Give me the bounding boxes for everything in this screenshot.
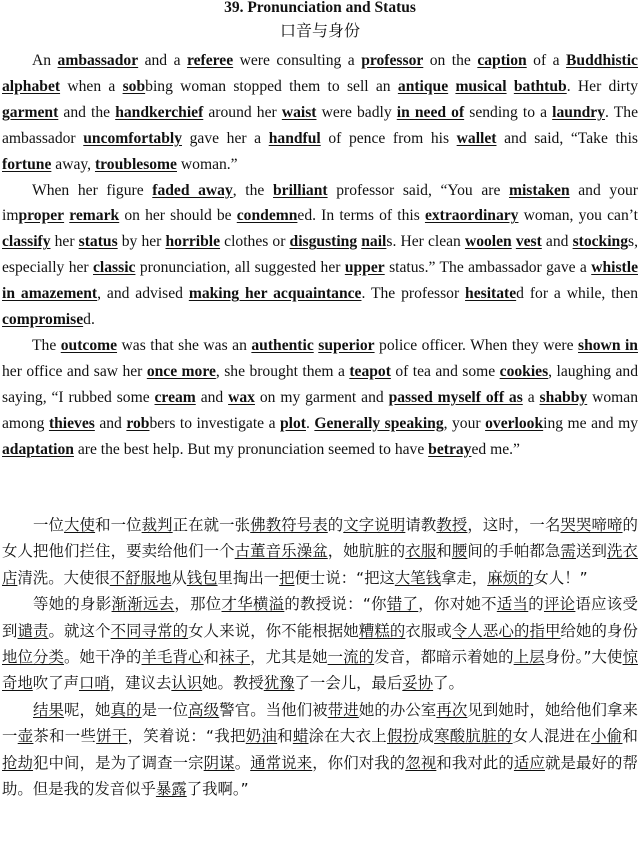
- vocab-word: 蜡: [292, 727, 309, 746]
- vocab-word: once more: [146, 362, 216, 380]
- vocab-word: in amazement: [2, 285, 98, 303]
- vocab-word: 暴露: [155, 780, 187, 799]
- vocab-word: troublesome: [94, 155, 177, 173]
- vocab-word: 奶油: [245, 727, 278, 746]
- vocab-word: 地位分类: [2, 648, 65, 667]
- vocab-word: horrible: [165, 233, 221, 251]
- vocab-word: 钱包: [186, 568, 218, 587]
- vocab-word: 惊奇地: [2, 648, 638, 693]
- vocab-word: 错了: [386, 595, 419, 614]
- vocab-word: compromise: [2, 311, 84, 329]
- vocab-word: wallet: [456, 129, 497, 147]
- vocab-word: upper: [344, 259, 385, 277]
- english-paragraph-2: When her figure faded away, the brilliant professor said, “You are mistaken and your improper remark on her should be condemned. In terms of this extraordinary woman, you can’t classify her status by her horrible clothes or disgusting nails. Her clean woolen vest and stockings, especially her classic pronunciation, all suggested her upper status.” The ambassador gave a whistle in amazement, and advised making her acquaintance. The professor hesitated for a while, then compromised.: [2, 181, 639, 329]
- vocab-word: 古董音乐澡盆: [234, 542, 328, 561]
- vocab-word: 再次: [436, 700, 468, 719]
- vocab-word: 适当: [496, 595, 529, 614]
- vocab-word: shabby: [539, 388, 588, 406]
- vocab-word: 阴谋: [203, 753, 235, 772]
- vocab-word: cream: [154, 388, 196, 406]
- vocab-word: extraordinary: [424, 207, 519, 225]
- vocab-word: shown in: [578, 336, 638, 354]
- vocab-word: wax: [228, 388, 255, 406]
- vocab-word: 抢劫: [2, 753, 34, 772]
- vocab-word: 高级: [188, 700, 220, 719]
- vocab-word: alphabet: [2, 77, 61, 95]
- chinese-paragraph-1: 一位大使和一位裁判正在就一张佛教符号表的文字说明请教教授，这时，一名哭哭啼啼的女人把他们拦住，要卖给他们一个古董音乐澡盆，她肮脏的衣服和腰间的手帕都急需送到洗衣店清洗。大使很不舒服地从钱包里掏出一把便士说：“把这大笔钱拿走，麻烦的女人！”: [2, 516, 638, 587]
- vocab-word: laundry: [552, 103, 606, 121]
- vocab-word: classify: [2, 233, 51, 251]
- vocab-word: teapot: [349, 362, 391, 380]
- vocab-word: overlook: [485, 414, 544, 432]
- vocab-word: superior: [318, 336, 375, 354]
- vocab-word: status: [78, 233, 118, 251]
- vocab-word: mistaken: [508, 181, 570, 199]
- vocab-word: ambassador: [57, 52, 139, 69]
- vocab-word: 一流的: [327, 648, 375, 667]
- vocab-word: 文字说明: [343, 516, 406, 534]
- vocab-word: 饼干: [96, 727, 128, 746]
- chinese-paragraph-2: 等她的身影渐渐远去，那位才华横溢的教授说：“你错了，你对她不适当的评论语应该受到谴责。就这个不同寻常的女人来说，你不能根据她糟糕的衣服或令人恶心的指甲给她的身份地位分类。她干净的羊毛背心和袜子，尤其是她一流的发音，都暗示着她的上层身份。”大使惊奇地吹了声口哨，建议去认识她。教授犹豫了一会儿，最后妥协了。: [2, 595, 638, 693]
- vocab-word: thieves: [48, 414, 95, 432]
- vocab-word: 寒酸肮脏的: [434, 727, 513, 746]
- vocab-word: Buddhistic: [566, 52, 638, 69]
- vocab-word: 不舒服地: [109, 568, 172, 587]
- vocab-word: caption: [477, 52, 527, 69]
- vocab-word: 教授: [436, 516, 468, 534]
- vocab-word: 令人恶心的指甲: [451, 621, 561, 640]
- vocab-word: 腰: [451, 542, 468, 561]
- vocab-word: 衣服: [405, 542, 437, 561]
- vocab-word: condemn: [236, 207, 298, 225]
- vocab-word: classic: [93, 259, 136, 277]
- vocab-word: outcome: [60, 336, 118, 354]
- vocab-word: 渐渐远去: [111, 595, 175, 614]
- vocab-word: 真的: [110, 700, 142, 719]
- vocab-word: 袜子: [219, 648, 251, 667]
- vocab-word: brilliant: [272, 181, 328, 199]
- vocab-word: waist: [281, 103, 317, 121]
- vocab-word: 适应: [513, 753, 545, 772]
- chinese-passage: [0, 512, 640, 802]
- vocab-word: 需: [560, 542, 576, 561]
- vocab-word: making her acquaintance: [188, 285, 362, 303]
- vocab-word: 上层: [513, 648, 545, 667]
- chinese-title: 口音与身份: [279, 21, 360, 40]
- vocab-word: plot: [279, 414, 306, 432]
- vocab-word: proper: [18, 207, 65, 225]
- vocab-word: 结果: [33, 700, 65, 719]
- vocab-word: remark: [69, 207, 120, 225]
- vocab-word: 不同寻常的: [110, 621, 189, 640]
- vocab-word: 羊毛背心: [141, 648, 204, 667]
- vocab-word: faded away: [152, 181, 233, 199]
- vocab-word: 哭哭啼啼: [560, 516, 623, 534]
- vocab-word: 麻烦的: [487, 568, 534, 587]
- vocab-word: 洗衣店: [2, 542, 638, 587]
- vocab-word: 小偷: [591, 727, 623, 746]
- vocab-word: 谴责: [17, 621, 49, 640]
- vocab-word: 糟糕的: [358, 621, 406, 640]
- vocab-word: whistle: [591, 259, 638, 277]
- vocab-word: 妥协: [402, 674, 434, 693]
- vocab-word: nail: [361, 233, 387, 251]
- vocab-word: disgusting: [289, 233, 358, 251]
- vocab-word: handful: [268, 129, 321, 147]
- vocab-word: 认识: [171, 674, 203, 693]
- vocab-word: passed myself off as: [388, 388, 523, 406]
- english-passage: [0, 48, 640, 463]
- english-title: 39. Pronunciation and Status: [224, 0, 416, 16]
- vocab-word: 才华横溢: [221, 595, 285, 614]
- vocab-word: bathtub: [513, 77, 567, 95]
- vocab-word: Generally speaking: [314, 414, 444, 432]
- vocab-word: 壶: [17, 727, 34, 746]
- chinese-paragraph-3: 结果呢，她真的是一位高级警官。当他们被带进她的办公室再次见到她时，她给他们拿来一壶茶和一些饼干，笑着说：“我把奶油和蜡涂在大衣上假扮成寒酸肮脏的女人混进在小偷和抢劫犯中间，是为了调查一宗阴谋。通常说来，你们对我的忽视和我对此的适应就是最好的帮助。但是我的发音似乎暴露了我啊。”: [2, 700, 638, 799]
- vocab-word: musical: [455, 77, 507, 95]
- vocab-word: garment: [2, 103, 59, 121]
- vocab-word: 大使: [64, 516, 96, 534]
- vocab-word: 大笔钱: [394, 568, 442, 587]
- vocab-word: 犹豫: [263, 674, 295, 693]
- vocab-word: betray: [428, 440, 472, 458]
- vocab-word: 带进: [327, 700, 359, 719]
- vocab-word: professor: [361, 52, 424, 69]
- vocab-word: referee: [186, 52, 234, 69]
- vocab-word: handkerchief: [115, 103, 204, 121]
- vocab-word: 通常说来: [250, 753, 313, 772]
- vocab-word: stocking: [572, 233, 629, 251]
- english-paragraph-3: The outcome was that she was an authentic superior police officer. When they were shown in her office and saw her once more, she brought them a teapot of tea and some cookies, laughing and saying, “I rubbed some cream and wax on my garment and passed myself off as a shabby woman among thieves and robbers to investigate a plot. Generally speaking, your overlooking me and my adaptation are the best help. But my pronunciation seemed to have betrayed me.”: [2, 336, 639, 458]
- vocab-word: adaptation: [2, 440, 74, 458]
- vocab-word: 忽视: [405, 753, 437, 772]
- vocab-word: 假扮: [387, 727, 419, 746]
- vocab-word: 裁判: [141, 516, 173, 534]
- english-paragraph-1: An ambassador and a referee were consulting a professor on the caption of a Buddhistic alphabet when a sobbing woman stopped them to sell an antique musical bathtub. Her dirty garment and the handkerchief around her waist were badly in need of sending to a laundry. The ambassador uncomfortably gave her a handful of pence from his wallet and said, “Take this fortune away, troublesome woman.”: [2, 52, 639, 173]
- vocab-word: uncomfortably: [83, 129, 182, 147]
- vocab-word: 口哨: [78, 674, 110, 693]
- vocab-word: cookies: [499, 362, 549, 380]
- vocab-word: vest: [515, 233, 542, 251]
- vocab-word: sob: [122, 77, 146, 95]
- vocab-word: authentic: [251, 336, 314, 354]
- vocab-word: 把: [279, 568, 295, 587]
- vocab-word: rob: [126, 414, 150, 432]
- vocab-word: hesitate: [465, 285, 517, 303]
- vocab-word: woolen: [464, 233, 512, 251]
- vocab-word: fortune: [2, 155, 52, 173]
- vocab-word: antique: [397, 77, 449, 95]
- vocab-word: in need of: [396, 103, 465, 121]
- vocab-word: 评论: [543, 595, 576, 614]
- vocab-word: 佛教符号表: [250, 516, 328, 534]
